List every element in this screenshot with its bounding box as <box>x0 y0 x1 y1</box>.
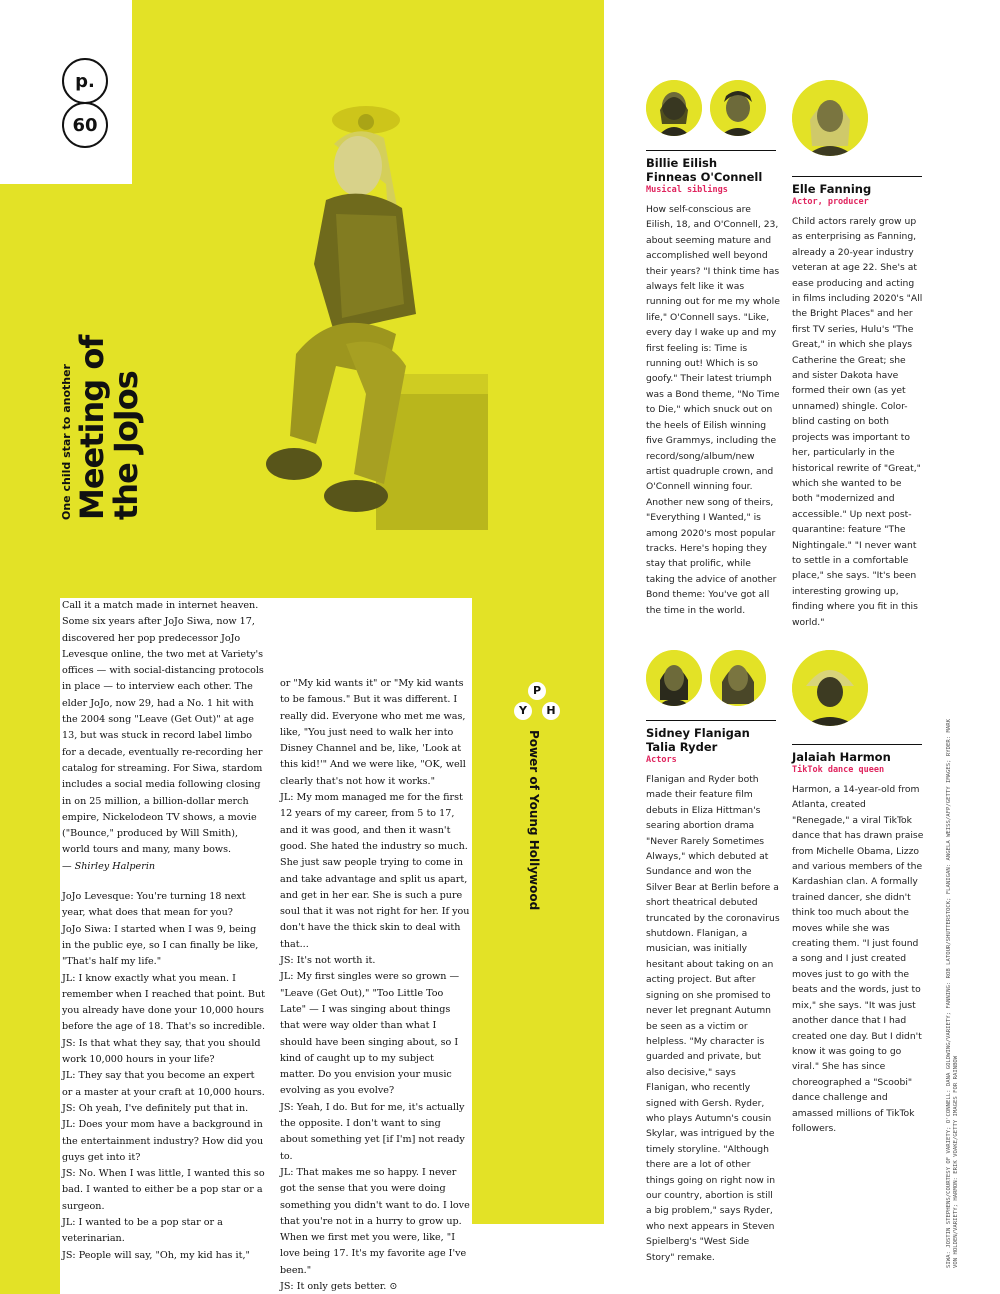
avatar-elle-fanning <box>792 80 868 156</box>
article-byline: — Shirley Halperin <box>62 860 156 872</box>
article-column-2 <box>268 598 472 1292</box>
profile-name: Talia Ryder <box>646 740 718 754</box>
profile-name: Sidney Flanigan <box>646 726 750 740</box>
section-label: Power of Young Hollywood <box>527 730 541 911</box>
page-label: p. <box>62 58 108 104</box>
divider <box>646 720 776 721</box>
qa-paragraph: JoJo Siwa: I started when I was 9, being in the public eye, so I can finally be like, "That's half my life." <box>62 923 259 968</box>
article-intro: Call it a match made in internet heaven. Some six years after JoJo Siwa, now 17, discovered her pop predecessor JoJo Levesque online, the two met at Variety's offices — with social-distancing protocols in place — to interview each other. The elder JoJo, now 29, had a No. 1 hit with the 2004 song "Leave (Get Out)" at age 13, but was stuck in record label limbo for a decade, eventually re-recording her catalog for streaming. For Siwa, stardom includes a social media following closing in on 25 million, a billion-dollar merch empire, Nickelodeon TV shows, a movie ("Bounce," produced by Will Smith), world tours and many, many bows. <box>62 600 264 856</box>
photo-credits: SIWA: JOSTIN STEPHENS/COURTESY OF VARIETY; O'CONNELL: DANA GOLDWING/VARIETY; FANNING: ROB LATOUR/SHUTTERSTOCK; FLANIGAN: ANGELA WEISS/AFP/GETTY IMAGES; RYDER: MARK VON HOLDEN/VARIETY; HARMON: ERIK VOAKE/GETTY IMAGES FOR RAINBOW <box>946 719 959 1268</box>
logo-letter-p: P <box>528 682 546 700</box>
qa-paragraph: JS: People will say, "Oh, my kid has it," <box>62 1249 250 1261</box>
avatar-talia-ryder <box>710 650 766 706</box>
profile-body: Flanigan and Ryder both made their feature film debuts in Eliza Hittman's searing abortion drama "Never Rarely Sometimes Always," which debuted at Sundance and won the Silver Bear at Berlin before a short theatrical debuted truncated by the coronavirus shutdown. Flanigan, a musician, was initially hesitant about taking on an acting project. But after signing on she promised to never let pregnant Autumn be seen as a victim or helpless. "My character is guarded and private, but also decisive," says Flanigan, who recently signed with Gersh. Ryder, who plays Autumn's cousin Skylar, was intrigued by the timely storyline. "Although there are a lot of other things going on right now in our country, abortion is still a big problem," says Ryder, who next appears in Steven Spielberg's "West Side Story" remake. <box>646 774 780 1263</box>
profile-jalaiah-harmon <box>792 750 924 1136</box>
profile-role: Actor, producer <box>792 197 869 207</box>
divider <box>792 176 922 177</box>
qa-paragraph: JS: It's not worth it. <box>280 955 376 967</box>
feature-title-block <box>60 280 143 520</box>
qa-paragraph: JL: I wanted to be a pop star or a veterinarian. <box>62 1216 223 1245</box>
feature-kicker: One child star to another <box>60 364 73 520</box>
avatar-finneas-oconnell <box>710 80 766 136</box>
feature-headline: Meeting of the JoJos <box>73 335 145 520</box>
qa-paragraph: JS: It only gets better. ⊙ <box>280 1280 398 1292</box>
qa-paragraph: JL: My first singles were so grown — "Leave (Get Out)," "Too Little Too Late" — I was singing about things that were way older than what I should have been singing about, so I kind of caught up to my subject matter. Do you envision your music evolving as you evolve? <box>280 971 460 1097</box>
qa-paragraph: JL: My mom managed me for the first 12 years of my career, from 5 to 17, and it was good, and then it wasn't good. She hated the industry so much. She just saw people trying to come in and take advantage and split us apart, and get in her ear. She is such a pure soul that it was not right for her. If you don't have the thick skin to deal with that... <box>280 792 470 950</box>
qa-paragraph: JL: Does your mom have a background in the entertainment industry? How did you guys get into it? <box>62 1119 264 1163</box>
profile-eilish-oconnell <box>646 156 780 618</box>
logo-letter-y: Y <box>514 702 532 720</box>
qa-paragraph: JS: No. When I was little, I wanted this so bad. I wanted to either be a pop star or a surgeon. <box>62 1168 265 1212</box>
avatar-billie-eilish <box>646 80 702 136</box>
hero-photo <box>216 104 488 530</box>
profile-role: Musical siblings <box>646 185 728 195</box>
logo-letter-h: H <box>542 702 560 720</box>
article-column-1 <box>60 598 268 1261</box>
yellow-background-left-strip <box>0 598 60 1294</box>
profile-flanigan-ryder <box>646 726 780 1265</box>
profile-body: How self-conscious are Eilish, 18, and O'Connell, 23, about seeming mature and accomplished well beyond their years? "I think time has always felt like it was running out for me my whole life," O'Connell says. "Like, every day I wake up and my first feeling is: Time is running out! Which is so goofy." Their latest triumph was a Bond theme, "No Time to Die," which snuck out on the heels of Eilish winning five Grammys, including the record/song/album/new artist quadruple crown, and O'Connell winning four. Another new song of theirs, "Everything I Wanted," is among 2020's most popular tracks. Here's hoping they stay that prolific, while taking the advice of another Bond theme: You've got all the time in the world. <box>646 204 780 616</box>
qa-paragraph: JL: I know exactly what you mean. I remember when I reached that point. But you already have done your 10,000 hours before the age of 18. That's so incredible. <box>62 972 266 1033</box>
section-logo <box>514 682 560 722</box>
qa-paragraph: JL: That makes me so happy. I never got the sense that you were doing something you didn't want to do. I love that you're not in a hurry to grow up. When we first met you were, like, "I love being 17. It's my favorite age I've been." <box>280 1166 470 1276</box>
page-number: 60 <box>62 102 108 148</box>
qa-paragraph: JoJo Levesque: You're turning 18 next year, what does that mean for you? <box>62 891 246 919</box>
profile-name: Elle Fanning <box>792 182 872 196</box>
page-number-badge <box>0 0 132 184</box>
profile-body: Child actors rarely grow up as enterprising as Fanning, already a 20-year industry veteran at age 22. She's at ease producing and acting in films including 2020's "All the Bright Places" and her first TV series, Hulu's "The Great," in which she plays Catherine the Great; she and sister Dakota have formed their own (as yet unnamed) shingle. Color-blind casting on both projects was important to her, particularly in the historical rewrite of "Great," which she wanted to be both "modernized and accessible." Up next post-quarantine: feature "The Nightingale." "I never want to settle in a comfortable place," she says. "It's been interesting growing up, finding where you fit in this world." <box>792 216 923 628</box>
profile-name: Billie Eilish <box>646 156 718 170</box>
qa-paragraph: JS: Is that what they say, that you should work 10,000 hours in your life? <box>62 1037 261 1066</box>
profile-role: TikTok dance queen <box>792 765 885 775</box>
divider <box>646 150 776 151</box>
avatar-jalaiah-harmon <box>792 650 868 726</box>
qa-paragraph: JL: They say that you become an expert or a master at your craft at 10,000 hours. <box>62 1070 265 1098</box>
qa-paragraph: JS: Yeah, I do. But for me, it's actually the opposite. I don't want to sing about something yet [if I'm] not ready to. <box>280 1101 465 1162</box>
divider <box>792 744 922 745</box>
profile-name: Finneas O'Connell <box>646 170 763 184</box>
profile-elle-fanning <box>792 182 924 630</box>
avatar-sidney-flanigan <box>646 650 702 706</box>
profile-role: Actors <box>646 755 677 765</box>
profile-body: Harmon, a 14-year-old from Atlanta, created "Renegade," a viral TikTok dance that has drawn praise from Michelle Obama, Lizzo and various members of the Kardashian clan. A formally trained dancer, she didn't think too much about the moves while she was creating them. "I just found a song and I just created moves just to go with the beats and the words, just to mix," she says. "It was just another dance that I had created one day. But I didn't know it was going to go viral." She has since choreographed a "Scoobi" dance challenge and amassed millions of TikTok followers. <box>792 784 924 1134</box>
qa-paragraph: or "My kid wants it" or "My kid wants to be famous." But it was different. I really did. Everyone who met me was, like, "You just need to walk her into Disney Channel and be, like, 'Look at this kid!'" And we were like, "OK, well clearly that's not how it works." <box>280 678 466 787</box>
qa-paragraph: JS: Oh yeah, I've definitely put that in. <box>62 1102 249 1114</box>
profile-name: Jalaiah Harmon <box>792 750 891 764</box>
